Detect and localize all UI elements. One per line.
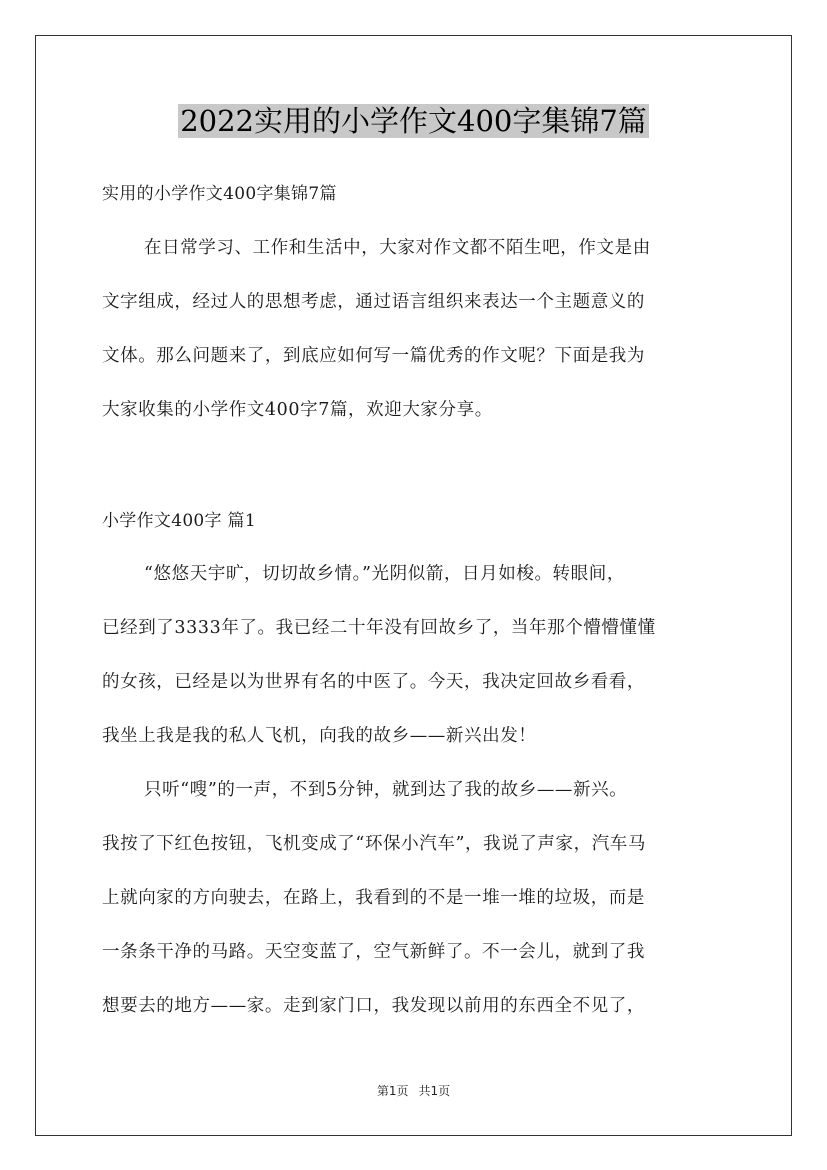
intro-line-4: 大家收集的小学作文400字7篇，欢迎大家分享。 [102,400,493,420]
page-number: 第1页 [376,1084,409,1098]
paragraph1-line-4: 我坐上我是我的私人飞机，向我的故乡——新兴出发！ [102,726,537,746]
paragraph2-line-3: 上就向家的方向驶去，在路上，我看到的不是一堆一堆的垃圾，而是 [102,888,645,908]
document-title-text: 2022实用的小学作文400字集锦7篇 [180,104,647,138]
paragraph2-line-2: 我按了下红色按钮，飞机变成了“环保小汽车”，我说了声家，汽车马 [102,834,646,854]
paragraph2-line-5: 想要去的地方——家。走到家门口，我发现以前用的东西全不见了， [102,996,645,1016]
page-footer [0,1083,827,1099]
document-title [0,101,827,141]
paragraph1-line-2: 已经到了3333年了。我已经二十年没有回故乡了，当年那个懵懵懂懂 [102,618,656,638]
document-subtitle: 实用的小学作文400字集锦7篇 [102,184,337,204]
paragraph1-line-3: 的女孩，已经是以为世界有名的中医了。今天，我决定回故乡看看， [102,672,645,692]
paragraph2-line-1: 只听“嗖”的一声，不到5分钟，就到达了我的故乡——新兴。 [144,780,628,800]
intro-line-1: 在日常学习、工作和生活中，大家对作文都不陌生吧，作文是由 [144,238,651,258]
paragraph1-line-1: “悠悠天宇旷，切切故乡情。”光阴似箭，日月如梭。转眼间， [144,564,625,584]
page-total: 共1页 [418,1084,451,1098]
section-heading: 小学作文400字 篇1 [102,511,256,531]
intro-line-2: 文字组成，经过人的思想考虑，通过语言组织来表达一个主题意义的 [102,292,645,312]
intro-line-3: 文体。那么问题来了，到底应如何写一篇优秀的作文呢？下面是我为 [102,346,645,366]
paragraph2-line-4: 一条条干净的马路。天空变蓝了，空气新鲜了。不一会儿，就到了我 [102,942,645,962]
